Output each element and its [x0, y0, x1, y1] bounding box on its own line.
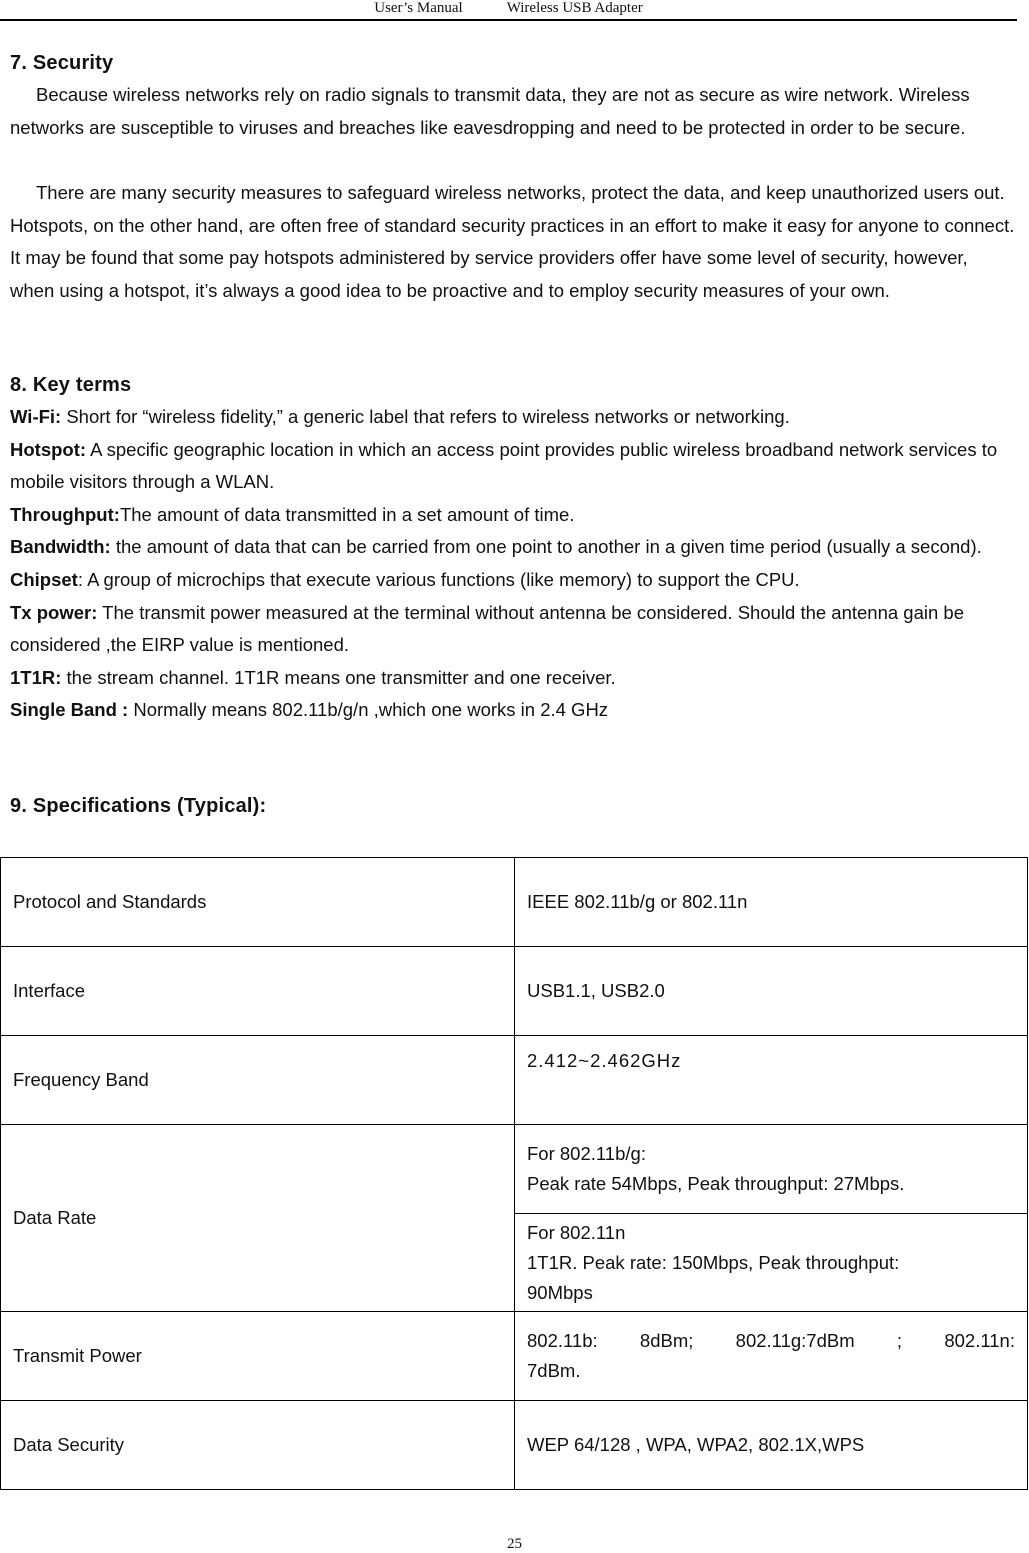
key-terms-list [10, 401, 1015, 727]
spec-label-transmit: Transmit Power [1, 1312, 515, 1401]
spec-value-interface: USB1.1, USB2.0 [515, 947, 1028, 1036]
spec-value-transmit: 802.11b: 8dBm; 802.11g:7dBm ; 802.11n: 7dBm. [515, 1312, 1028, 1401]
table-row [1, 1125, 1028, 1214]
spec-label-frequency: Frequency Band [1, 1036, 515, 1125]
header-product: Wireless USB Adapter [506, 0, 643, 16]
spec-value-frequency: 2.412~2.462GHz [515, 1036, 1028, 1125]
term-wifi: Wi-Fi: Short for “wireless fidelity,” a generic label that refers to wireless networks or networking. [10, 406, 790, 427]
security-heading: 7. Security [10, 52, 114, 74]
spec-value-protocol: IEEE 802.11b/g or 802.11n [515, 858, 1028, 947]
term-1t1r: 1T1R: the stream channel. 1T1R means one transmitter and one receiver. [10, 666, 616, 688]
table-row [1, 858, 1028, 947]
spec-value-data-rate-n: For 802.11n 1T1R. Peak rate: 150Mbps, Peak throughput: 90Mbps [515, 1214, 1028, 1312]
security-paragraph-1: Because wireless networks rely on radio signals to transmit data, they are not as secure as wire network. Wireless networks are susceptible to viruses and breaches like eavesdropping and need to be protected in order to be secure. [10, 84, 970, 138]
spec-label-security: Data Security [1, 1401, 515, 1490]
term-hotspot: Hotspot: A specific geographic location in which an access point provides public wireless broadband network services to mobile visitors through a WLAN. [10, 438, 998, 493]
spec-label-protocol: Protocol and Standards [1, 858, 515, 947]
header-manual: User’s Manual [374, 0, 463, 16]
term-chipset: Chipset: A group of microchips that execute various functions (like memory) to support the CPU. [10, 568, 800, 590]
table-row [1, 1401, 1028, 1490]
key-terms-heading: 8. Key terms [10, 374, 132, 396]
page-header [0, 0, 1017, 21]
term-single-band: Single Band : Normally means 802.11b/g/n ,which one works in 2.4 GHz [10, 699, 609, 721]
specs-heading: 9. Specifications (Typical): [10, 795, 267, 817]
spec-value-data-rate-bg: For 802.11b/g: Peak rate 54Mbps, Peak throughput: 27Mbps. [515, 1125, 1028, 1214]
spec-label-data-rate: Data Rate [1, 1125, 515, 1312]
security-paragraph-2: There are many security measures to safeguard wireless networks, protect the data, and keep unauthorized users out. Hotspots, on the other hand, are often free of standard security practices in an effort to make it easy for anyone to connect. It may be found that some pay hotspots administered by service providers offer have some level of security, however, when using a hotspot, it’s always a good idea to be proactive and to employ security measures of your own. [10, 182, 1015, 301]
term-throughput: Throughput:The amount of data transmitted in a set amount of time. [10, 503, 575, 525]
page-number: 25 [507, 1536, 522, 1552]
table-row [1, 1312, 1028, 1401]
specifications-table [0, 857, 1028, 1490]
spec-value-security: WEP 64/128 , WPA, WPA2, 802.1X,WPS [515, 1401, 1028, 1490]
table-row [1, 947, 1028, 1036]
table-row [1, 1036, 1028, 1125]
term-bandwidth: Bandwidth: the amount of data that can be carried from one point to another in a given time period (usually a second). [10, 536, 982, 558]
term-tx-power: Tx power: The transmit power measured at the terminal without antenna be considered. Should the antenna gain be considered ,the EIRP value is mentioned. [10, 601, 965, 656]
spec-label-interface: Interface [1, 947, 515, 1036]
